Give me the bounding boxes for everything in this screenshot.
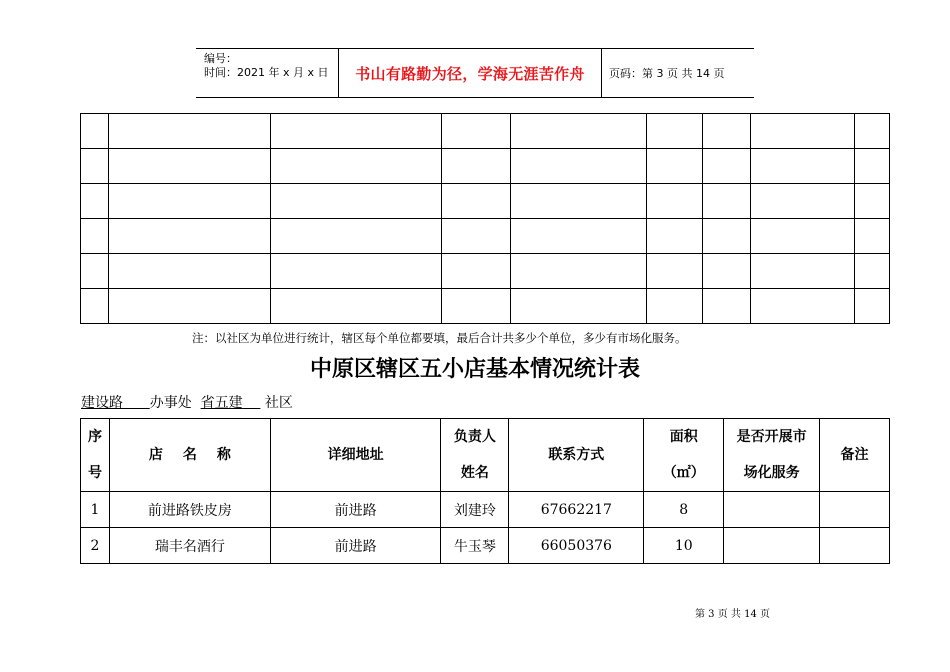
community-underline bbox=[243, 395, 261, 411]
grid-row bbox=[81, 184, 890, 219]
header-area-top: 面积 bbox=[669, 429, 698, 445]
header-seq-bottom: 号 bbox=[87, 465, 102, 481]
header-seq-top: 序 bbox=[87, 429, 102, 445]
empty-grid bbox=[80, 113, 890, 324]
header-remarks: 备注 bbox=[820, 419, 890, 492]
header-area-bottom: （㎡） bbox=[662, 465, 705, 481]
header-name-char: 名 bbox=[182, 447, 197, 463]
number-label: 编号： bbox=[204, 52, 237, 65]
header-person-top: 负责人 bbox=[453, 429, 496, 445]
cell-address: 前进路 bbox=[270, 492, 441, 528]
cell-market-service bbox=[724, 528, 820, 564]
office-suffix: 办事处 bbox=[149, 395, 192, 411]
page-label: 页码：第 3 页 共 14 页 bbox=[609, 67, 725, 80]
cell-remarks bbox=[820, 528, 890, 564]
cell-area: 8 bbox=[644, 492, 724, 528]
page-footer: 第 3 页 共 14 页 bbox=[695, 609, 770, 620]
cell-area: 10 bbox=[644, 528, 724, 564]
location-line bbox=[81, 392, 293, 412]
header-contact: 联系方式 bbox=[509, 419, 644, 492]
community-name: 省五建 bbox=[200, 395, 243, 411]
grid-row bbox=[81, 149, 890, 184]
cell-person: 牛玉琴 bbox=[441, 528, 509, 564]
header-person-bottom: 姓名 bbox=[460, 465, 489, 481]
grid-row bbox=[81, 254, 890, 289]
header-address: 详细地址 bbox=[270, 419, 441, 492]
page-header bbox=[196, 48, 754, 98]
cell-address: 前进路 bbox=[270, 528, 441, 564]
header-meta bbox=[196, 49, 338, 97]
cell-market-service bbox=[724, 492, 820, 528]
road-underline bbox=[123, 395, 150, 411]
cell-store-name: 前进路铁皮房 bbox=[109, 492, 270, 528]
stats-table bbox=[80, 418, 890, 564]
page-title: 中原区辖区五小店基本情况统计表 bbox=[309, 356, 640, 382]
header-name-char: 店 bbox=[148, 447, 163, 463]
header-area bbox=[644, 419, 724, 492]
header-person bbox=[441, 419, 509, 492]
time-label: 时间：2021 年 x 月 x 日 bbox=[204, 66, 329, 79]
cell-remarks bbox=[820, 492, 890, 528]
table-note: 注：以社区为单位进行统计，辖区每个单位都要填，最后合计共多少个单位，多少有市场化服务。 bbox=[192, 331, 687, 345]
cell-seq: 2 bbox=[81, 528, 110, 564]
header-market-bottom: 场化服务 bbox=[743, 465, 800, 481]
cell-contact: 66050376 bbox=[509, 528, 644, 564]
cell-person: 刘建玲 bbox=[441, 492, 509, 528]
grid-row bbox=[81, 114, 890, 149]
cell-seq: 1 bbox=[81, 492, 110, 528]
header-market-service bbox=[724, 419, 820, 492]
motto: 书山有路勤为径，学海无涯苦作舟 bbox=[338, 49, 602, 97]
table-row bbox=[81, 528, 890, 564]
header-name-char: 称 bbox=[216, 447, 231, 463]
header-seq bbox=[81, 419, 110, 492]
grid-row bbox=[81, 289, 890, 324]
header-market-top: 是否开展市 bbox=[736, 429, 807, 445]
road-name: 建设路 bbox=[81, 395, 123, 411]
cell-store-name: 瑞丰名酒行 bbox=[109, 528, 270, 564]
table-header-row bbox=[81, 419, 890, 492]
cell-contact: 67662217 bbox=[509, 492, 644, 528]
table-row bbox=[81, 492, 890, 528]
community-suffix: 社区 bbox=[264, 395, 293, 411]
grid-row bbox=[81, 219, 890, 254]
header-store-name bbox=[109, 419, 270, 492]
